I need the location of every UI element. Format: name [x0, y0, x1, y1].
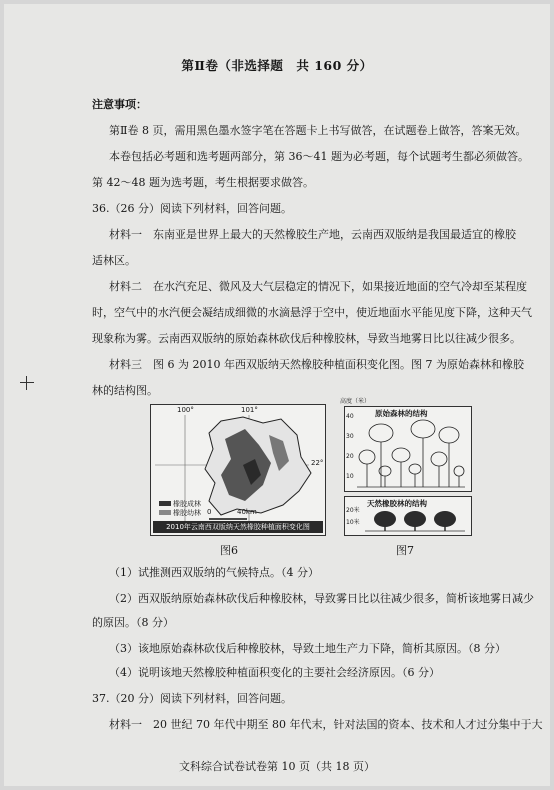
scale-zero: 0: [207, 508, 212, 516]
latitude-22-label: 22°: [311, 459, 324, 467]
tick-40: 40: [346, 413, 354, 420]
section-title: 第Ⅱ卷（非选择题 共 160 分）: [181, 58, 373, 73]
q36-material1-line2: 适林区。: [92, 254, 136, 267]
panel-rubber-forest: [344, 496, 472, 536]
figure-7-label: 图7: [396, 544, 414, 557]
notes-line-2: 本卷包括必考题和选考题两部分，第 36～41 题为必考题，每个试题考生都必须做答。: [109, 150, 529, 163]
q36-question-1: （1）试推测西双版纳的气候特点。（4 分）: [109, 566, 319, 579]
legend-swatch-mature: [159, 501, 171, 506]
longitude-101-label: 101°: [241, 406, 258, 414]
primary-forest-trees: [345, 407, 469, 489]
q36-material2-line1: 材料二 在水汽充足、微风及大气层稳定的情况下，如果接近地面的空气冷却至某程度: [109, 280, 527, 293]
map-caption: 2010年云南西双版纳天然橡胶种植面积变化图: [153, 521, 323, 533]
rubber-forest-trees: [345, 497, 469, 533]
legend-young-rubber: 橡胶幼林: [173, 509, 201, 517]
q36-material3-line1: 材料三 图 6 为 2010 年西双版纳天然橡胶种植面积变化图。图 7 为原始森林和橡胶: [109, 358, 524, 371]
q36-material2-line2: 时，空气中的水汽便会凝结成细微的水滴悬浮于空中，使近地面水平能见度下降，这种天气: [92, 306, 532, 319]
legend-mature-rubber: 橡胶成林: [173, 500, 201, 508]
panel-primary-forest: [344, 406, 472, 492]
page-footer: 文科综合试卷试卷第 10 页（共 18 页）: [179, 760, 375, 773]
notes-line-1: 第Ⅱ卷 8 页，需用黑色墨水签字笔在答题卡上书写做答，在试题卷上做答，答案无效。: [109, 124, 527, 137]
q36-question-3: （3）该地原始森林砍伐后种橡胶林，导致土地生产力下降，简析其原因。（8 分）: [109, 642, 506, 655]
scale-40km: 40km: [237, 508, 257, 516]
q37-stem: 37.（20 分）阅读下列材料，回答问题。: [92, 692, 292, 705]
tick-30: 30: [346, 433, 354, 440]
panel-rubber-forest-title: 天然橡胶林的结构: [367, 499, 427, 508]
q36-material3-line2: 林的结构图。: [92, 384, 158, 397]
figure-6-map: [150, 404, 326, 536]
longitude-100-label: 100°: [177, 406, 194, 414]
notes-heading: 注意事项：: [92, 98, 147, 111]
q36-material1-line1: 材料一 东南亚是世界上最大的天然橡胶生产地，云南西双版纳是我国最适宜的橡胶: [109, 228, 516, 241]
q36-question-4: （4）说明该地天然橡胶种植面积变化的主要社会经济原因。（6 分）: [109, 666, 440, 679]
notes-line-3: 第 42～48 题为选考题，考生根据要求做答。: [92, 176, 314, 189]
q36-material2-line3: 现象称为雾。云南西双版纳的原始森林砍伐后种橡胶林，导致当地雾日比以往减少很多。: [92, 332, 521, 345]
figure-7-structure: [340, 396, 474, 536]
panel-primary-forest-title: 原始森林的结构: [375, 409, 428, 418]
q37-material1-line1: 材料一 20 世纪 70 年代中期至 80 年代末，针对法国的资本、技术和人才过分集中于大: [109, 718, 543, 731]
q36-stem: 36.（26 分）阅读下列材料，回答问题。: [92, 202, 292, 215]
axis-height-unit: 高度（米）: [340, 398, 371, 405]
tick-10: 10: [346, 473, 354, 480]
tick-20: 20: [346, 453, 354, 460]
exam-page: [4, 4, 550, 786]
tick-20m: 20米: [346, 507, 360, 514]
registration-mark: [20, 376, 34, 390]
tick-10m: 10米: [346, 519, 360, 526]
q36-question-2-line2: 的原因。（8 分）: [92, 616, 174, 629]
figure-6-label: 图6: [220, 544, 238, 557]
q36-question-2-line1: （2）西双版纳原始森林砍伐后种橡胶林，导致雾日比以往减少很多，简析该地雾日减少: [109, 592, 534, 605]
legend-swatch-young: [159, 510, 171, 515]
